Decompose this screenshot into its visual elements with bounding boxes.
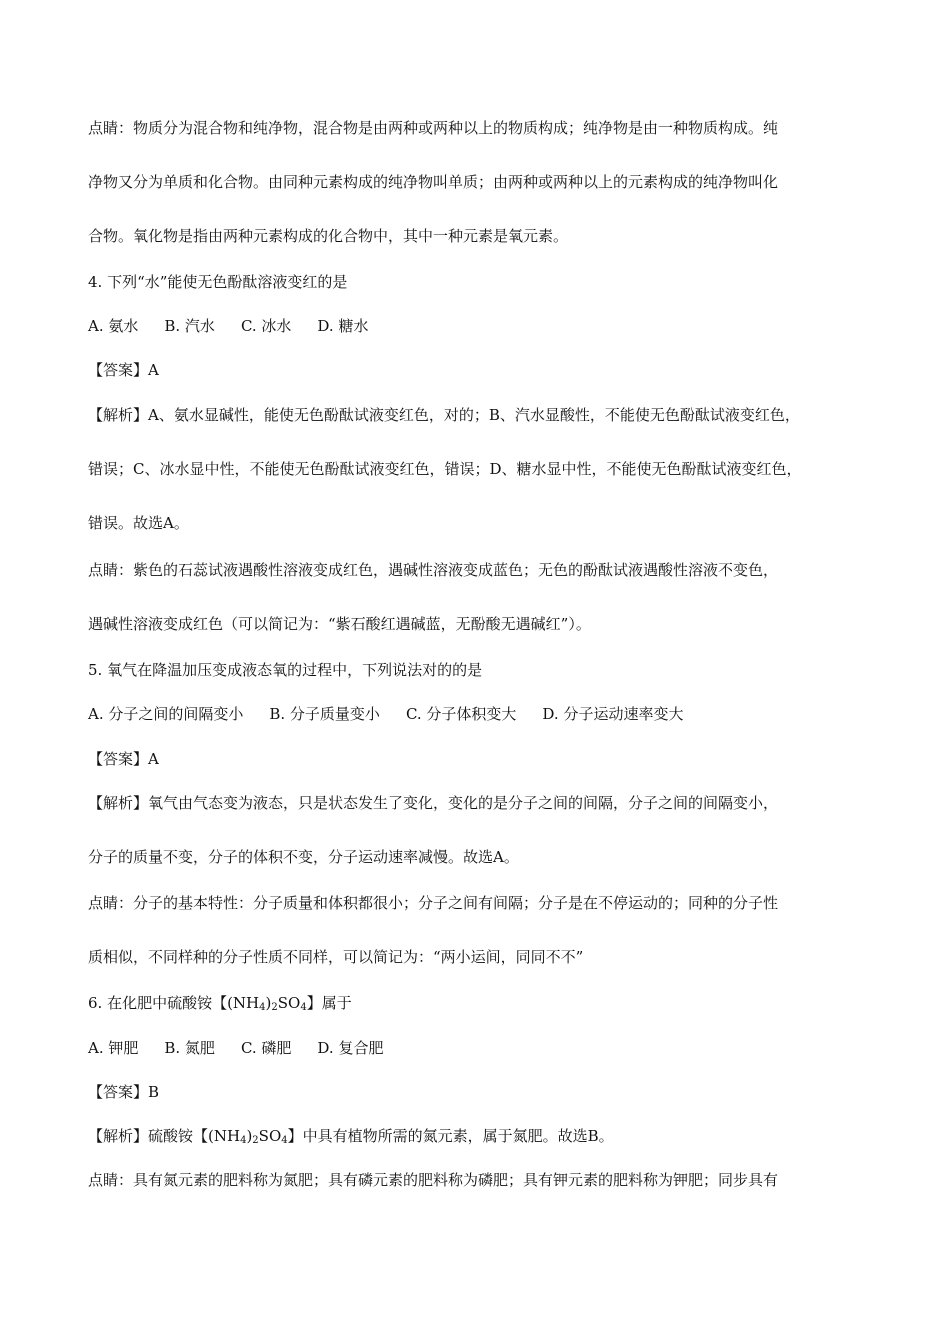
answer-6: 【答案】B	[88, 1083, 160, 1101]
answer-4: 【答案】A	[88, 361, 159, 379]
option-c: C. 冰水	[240, 317, 292, 335]
option-b: B. 分子质量变小	[269, 705, 380, 723]
question-5: 5. 氧气在降温加压变成液态氧的过程中，下列说法对的的是	[88, 661, 483, 679]
answer-5: 【答案】A	[88, 750, 159, 768]
subscript: 4	[240, 1135, 247, 1146]
analysis-line: 错误；C、冰水显中性，不能使无色酚酞试液变红色，错误；D、糖水显中性，不能使无色酚酞试液变红色，	[88, 460, 802, 478]
note-line: 质相似，不同样种的分子性质不同样，可以简记为：“两小运间，同同不不”	[88, 948, 584, 966]
subscript: 4	[259, 1002, 266, 1013]
subscript: 2	[271, 1002, 278, 1013]
question-5-options	[88, 704, 868, 724]
option-a: A. 钾肥	[88, 1039, 139, 1057]
analysis-line: 【解析】A、氨水显碱性，能使无色酚酞试液变红色，对的；B、汽水显酸性，不能使无色酚酞试液变红色，	[88, 406, 800, 424]
question-4: 4. 下列“水”能使无色酚酞溶液变红的是	[88, 273, 348, 291]
note-line: 净物又分为单质和化合物。由同种元素构成的纯净物叫单质；由两种或两种以上的元素构成的纯净物叫化	[88, 173, 779, 191]
question-4-options	[88, 316, 868, 336]
subscript: 4	[281, 1135, 288, 1146]
note-line: 合物。氧化物是指由两种元素构成的化合物中，其中一种元素是氧元素。	[88, 227, 569, 245]
subscript: 2	[252, 1135, 259, 1146]
option-b: B. 汽水	[164, 317, 215, 335]
analysis-line: 错误。故选A。	[88, 514, 189, 532]
option-d: D. 分子运动速率变大	[542, 705, 684, 723]
option-a: A. 分子之间的间隔变小	[88, 705, 244, 723]
note-line: 点睛：具有氮元素的肥料称为氮肥；具有磷元素的肥料称为磷肥；具有钾元素的肥料称为钾肥；同步具有	[88, 1171, 779, 1189]
option-a: A. 氨水	[88, 317, 139, 335]
option-b: B. 氮肥	[164, 1039, 215, 1057]
option-d: D. 复合肥	[317, 1039, 384, 1057]
question-6-text: 】属于	[306, 994, 352, 1012]
option-d: D. 糖水	[317, 317, 369, 335]
subscript: 4	[300, 1002, 307, 1013]
question-6-text: SO	[277, 994, 301, 1012]
question-6-text: 6. 在化肥中硫酸铵【(NH	[88, 994, 260, 1012]
note-line: 遇碱性溶液变成红色（可以简记为：“紫石酸红遇碱蓝，无酚酸无遇碱红”）。	[88, 615, 591, 633]
note-line: 点睛：分子的基本特性：分子质量和体积都很小；分子之间有间隔；分子是在不停运动的；同种的分子性	[88, 894, 779, 912]
note-line: 点睛：紫色的石蕊试液遇酸性溶液变成红色，遇碱性溶液变成蓝色；无色的酚酞试液遇酸性溶液不变色，	[88, 561, 779, 579]
option-c: C. 磷肥	[240, 1039, 292, 1057]
question-6-options	[88, 1038, 868, 1058]
question-6-text: )	[265, 994, 272, 1012]
note-line: 点睛：物质分为混合物和纯净物，混合物是由两种或两种以上的物质构成；纯净物是由一种物质构成。纯	[88, 119, 779, 137]
question-6	[88, 993, 868, 1013]
analysis-line: 分子的质量不变，分子的体积不变，分子运动速率减慢。故选A。	[88, 848, 519, 866]
option-c: C. 分子体积变大	[405, 705, 517, 723]
analysis-text: )	[246, 1127, 253, 1145]
analysis-line: 【解析】氧气由气态变为液态，只是状态发生了变化，变化的是分子之间的间隔，分子之间的间隔变小，	[88, 794, 779, 812]
analysis-text: 】中具有植物所需的氮元素，属于氮肥。故选B。	[287, 1127, 614, 1145]
analysis-text: SO	[258, 1127, 282, 1145]
analysis-text: 【解析】硫酸铵【(NH	[88, 1127, 241, 1145]
analysis-line	[88, 1126, 868, 1146]
